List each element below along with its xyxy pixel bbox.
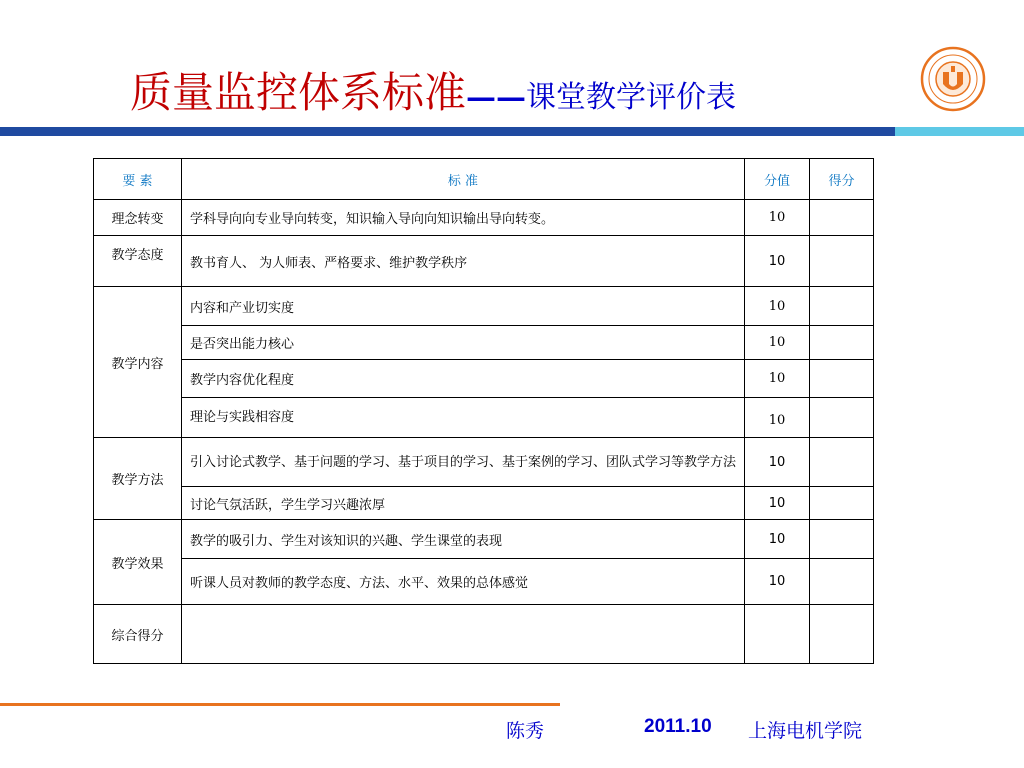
table-row [94,438,874,487]
row-score [810,487,874,520]
row-score [810,520,874,559]
table-row [94,326,874,360]
row-standard: 教书育人、 为人师表、严格要求、维护教学秩序 [182,236,745,287]
row-value: 10 [745,398,810,438]
row-standard: 引入讨论式教学、基于问题的学习、基于项目的学习、基于案例的学习、团队式学习等教学方法 [182,438,745,487]
footer-date: 2011.10 [644,716,712,737]
table-row [94,559,874,605]
row-score [810,438,874,487]
row-score [810,398,874,438]
header-element: 要 素 [94,159,182,200]
row-standard: 是否突出能力核心 [182,326,745,360]
row-score [810,236,874,287]
title-sub: 课堂教学评价表 [526,80,737,115]
header-standard: 标 准 [182,159,745,200]
table-row [94,487,874,520]
row-score [810,200,874,236]
row-score [810,287,874,326]
footer-divider [0,703,560,706]
header-divider-cyan [895,127,1024,136]
title-dash: —— [466,80,527,115]
table-row [94,360,874,398]
row-score [810,326,874,360]
row-element: 教学效果 [94,520,182,605]
row-standard: 学科导向向专业导向转变，知识输入导向向知识输出导向转变。 [182,200,745,236]
table-row [94,605,874,664]
row-value [745,605,810,664]
row-score [810,360,874,398]
row-element: 理念转变 [94,200,182,236]
slide-title [130,60,736,120]
row-value: 10 [745,559,810,605]
row-standard: 讨论气氛活跃，学生学习兴趣浓厚 [182,487,745,520]
table-row [94,287,874,326]
row-standard: 教学的吸引力、学生对该知识的兴趣、学生课堂的表现 [182,520,745,559]
row-score [810,559,874,605]
row-value: 10 [745,360,810,398]
table-row [94,236,874,287]
title-main: 质量监控体系标准 [130,68,467,117]
row-standard: 内容和产业切实度 [182,287,745,326]
evaluation-table [93,158,874,664]
row-element: 教学内容 [94,287,182,438]
table-row [94,520,874,559]
row-element: 教学态度 [94,236,182,287]
row-score [810,605,874,664]
row-value: 10 [745,487,810,520]
row-element: 综合得分 [94,605,182,664]
table-row [94,398,874,438]
row-element: 教学方法 [94,438,182,520]
table-header-row [94,159,874,200]
row-value: 10 [745,236,810,287]
header-score: 得分 [810,159,874,200]
school-emblem-icon [920,46,986,112]
table-row [94,200,874,236]
footer-author: 陈秀 [506,720,545,742]
row-standard: 教学内容优化程度 [182,360,745,398]
row-value: 10 [745,200,810,236]
row-standard: 理论与实践相容度 [182,398,745,438]
row-value: 10 [745,520,810,559]
header-value: 分值 [745,159,810,200]
header-divider-blue [0,127,895,136]
row-value: 10 [745,438,810,487]
footer-org: 上海电机学院 [748,720,863,742]
row-standard: 听课人员对教师的教学态度、方法、水平、效果的总体感觉 [182,559,745,605]
row-value: 10 [745,326,810,360]
row-standard [182,605,745,664]
row-value: 10 [745,287,810,326]
